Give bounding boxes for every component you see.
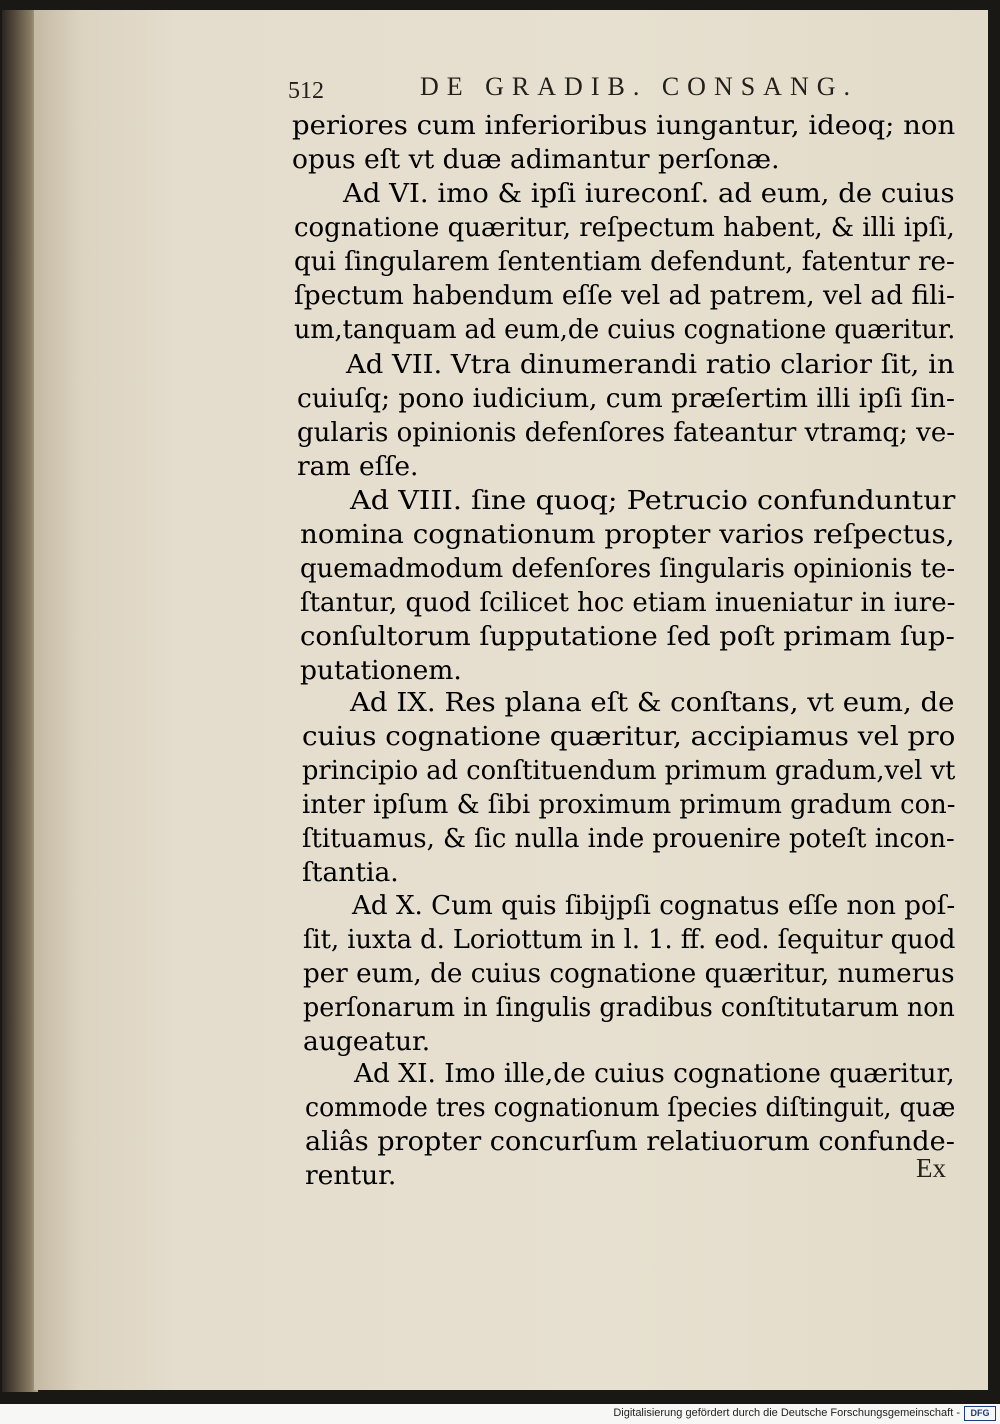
text-line: cognatione quæritur, reſpectum habent, & illi ipſi,	[294, 212, 955, 243]
text-line: commode tres cognationum ſpecies diſtinguit, quæ	[305, 1092, 956, 1123]
text-line: Ad VII. Vtra dinumerandi ratio clarior ſit, in	[346, 349, 955, 380]
text-line: augeatur.	[303, 1026, 431, 1057]
catchword: Ex	[916, 1153, 946, 1183]
text-line: gularis opinionis defenſores fateantur vtramq; ve-	[297, 417, 956, 448]
footer-bar	[0, 1404, 1000, 1424]
dfg-logo: DFG	[964, 1406, 996, 1421]
text-line: cuiuſq; pono iudicium, cum præſertim illi ipſi ſin-	[297, 383, 955, 414]
text-line: ſtantur, quod ſcilicet hoc etiam inueniatur in iure-	[300, 587, 956, 618]
text-line: principio ad conſtituendum primum gradum,vel vt	[302, 755, 956, 786]
digitization-credit: Digitalisierung gefördert durch die Deutsche Forschungsgemeinschaft -	[613, 1407, 960, 1419]
text-line: perſonarum in ſingulis gradibus conſtitutarum non	[303, 992, 955, 1023]
text-line: nomina cognationum propter varios reſpectus,	[300, 519, 955, 550]
text-line: ſtantia.	[302, 857, 399, 888]
text-line: ſtituamus, & ſic nulla inde prouenire poteſt incon-	[302, 823, 955, 854]
text-line: conſultorum ſupputatione ſed poſt primam ſup-	[300, 621, 955, 652]
text-line: ram eſſe.	[297, 451, 419, 482]
text-line: inter ipſum & ſibi proximum primum gradum con-	[302, 789, 956, 820]
text-line: aliâs propter concurſum relatiuorum confunde-	[305, 1126, 955, 1157]
text-line: ſit, iuxta d. Loriottum in l. 1. ff. eod. ſequitur quod	[303, 924, 956, 955]
text-line: rentur.	[305, 1160, 397, 1191]
text-line: Ad IX. Res plana eſt & conſtans, vt eum, de	[350, 687, 955, 718]
text-line: periores cum inferioribus iungantur, ideoq; non	[292, 110, 956, 141]
text-line: Ad X. Cum quis ſibijpſi cognatus eſſe non poſ-	[352, 890, 956, 921]
text-line: ſpectum habendum eſſe vel ad patrem, vel ad fili-	[294, 280, 955, 311]
page-edge	[2, 10, 38, 1392]
text-line: Ad XI. Imo ille,de cuius cognatione quæritur,	[354, 1058, 955, 1089]
page-number: 512	[288, 78, 324, 104]
text-line: Ad VIII. ſine quoq; Petrucio confunduntur	[350, 485, 956, 516]
text-line: opus eſt vt duæ adimantur perſonæ.	[292, 144, 780, 175]
text-line: cuius cognatione quæritur, accipiamus vel pro	[302, 721, 956, 752]
text-line: qui ſingularem ſententiam defendunt, fatentur re-	[294, 246, 955, 277]
text-line: putationem.	[300, 655, 462, 686]
text-line: um,tanquam ad eum,de cuius cognatione quæritur.	[294, 314, 956, 345]
text-line: per eum, de cuius cognatione quæritur, numerus	[303, 958, 955, 989]
text-line: quemadmodum defenſores ſingularis opinionis te-	[300, 553, 956, 584]
text-line: Ad VI. imo & ipſi iureconſ. ad eum, de cuius	[343, 178, 955, 209]
running-title: DE GRADIB. CONSANG.	[420, 72, 859, 101]
